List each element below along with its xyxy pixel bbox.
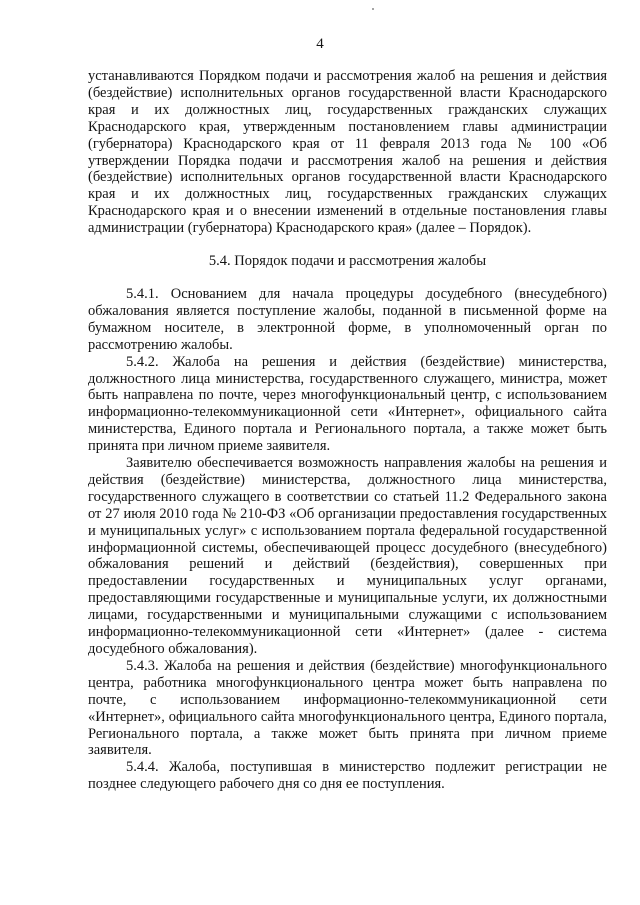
paragraph-5-4-1: 5.4.1. Основанием для начала процедуры досудебного (внесудебного) обжалования является поступление жалобы, поданной в письменной форме на бумажном носителе, в электронной форме, в уполномоченный орган по рассмотрению жалобы. [88, 285, 607, 353]
scan-speck [372, 8, 374, 10]
page-number: 4 [316, 36, 324, 52]
section-heading: 5.4. Порядок подачи и рассмотрения жалобы [208, 253, 487, 270]
paragraph-continuation: устанавливаются Порядком подачи и рассмотрения жалоб на решения и действия (бездействие) исполнительных органов государственной власти Краснодарского края и их должностных лиц, государственных гражданских служащих Краснодарского края, утвержденным постановлением главы администрации (губернатора) Краснодарского края от 11 февраля 2013 года № 100 «Об утверждении Порядка подачи и рассмотрения жалоб на решения и действия (бездействие) исполнительных органов государственной власти Краснодарского края и их должностных лиц, государственных гражданских служащих Краснодарского края и о внесении изменений в отдельные постановления главы администрации (губернатора) Краснодарского края» (далее – Порядок). [88, 68, 607, 237]
document-body [88, 68, 607, 793]
paragraph-5-4-2: 5.4.2. Жалоба на решения и действия (бездействие) министерства, должностного лица министерства, государственного служащего, министра, может быть направлена по почте, через многофункциональный центр, с использованием информационно-телекоммуникационной сети «Интернет», официального сайта министерства, Единого портала и Регионального портала, а также может быть принята при личном приеме заявителя. [88, 353, 607, 455]
paragraph-5-4-3: 5.4.3. Жалоба на решения и действия (бездействие) многофункционального центра, работника многофункционального центра может быть направлена по почте, с использованием информационно-телекоммуникационной сети «Интернет», официального сайта многофункционального центра, Единого портала, Регионального портала, а также может быть принята при личном приеме заявителя. [88, 657, 607, 759]
paragraph-applicant-rights: Заявителю обеспечивается возможность направления жалобы на решения и действия (бездействие) министерства, должностного лица министерства, государственного служащего в соответствии со статьей 11.2 Федерального закона от 27 июля 2010 года № 210-ФЗ «Об организации предоставления государственных и муниципальных услуг» с использованием портала федеральной государственной информационной системы, обеспечивающей процесс досудебного (внесудебного) обжалования решений и действий (бездействия), совершенных при предоставлении государственных и муниципальных услуг органами, предоставляющими государственные и муниципальные услуги, их должностными лицами, государственными и муниципальными служащими с использованием информационно-телекоммуникационной сети «Интернет» (далее - система досудебного обжалования). [88, 455, 607, 657]
paragraph-5-4-4: 5.4.4. Жалоба, поступившая в министерство подлежит регистрации не позднее следующего рабочего дня со дня ее поступления. [88, 759, 607, 793]
